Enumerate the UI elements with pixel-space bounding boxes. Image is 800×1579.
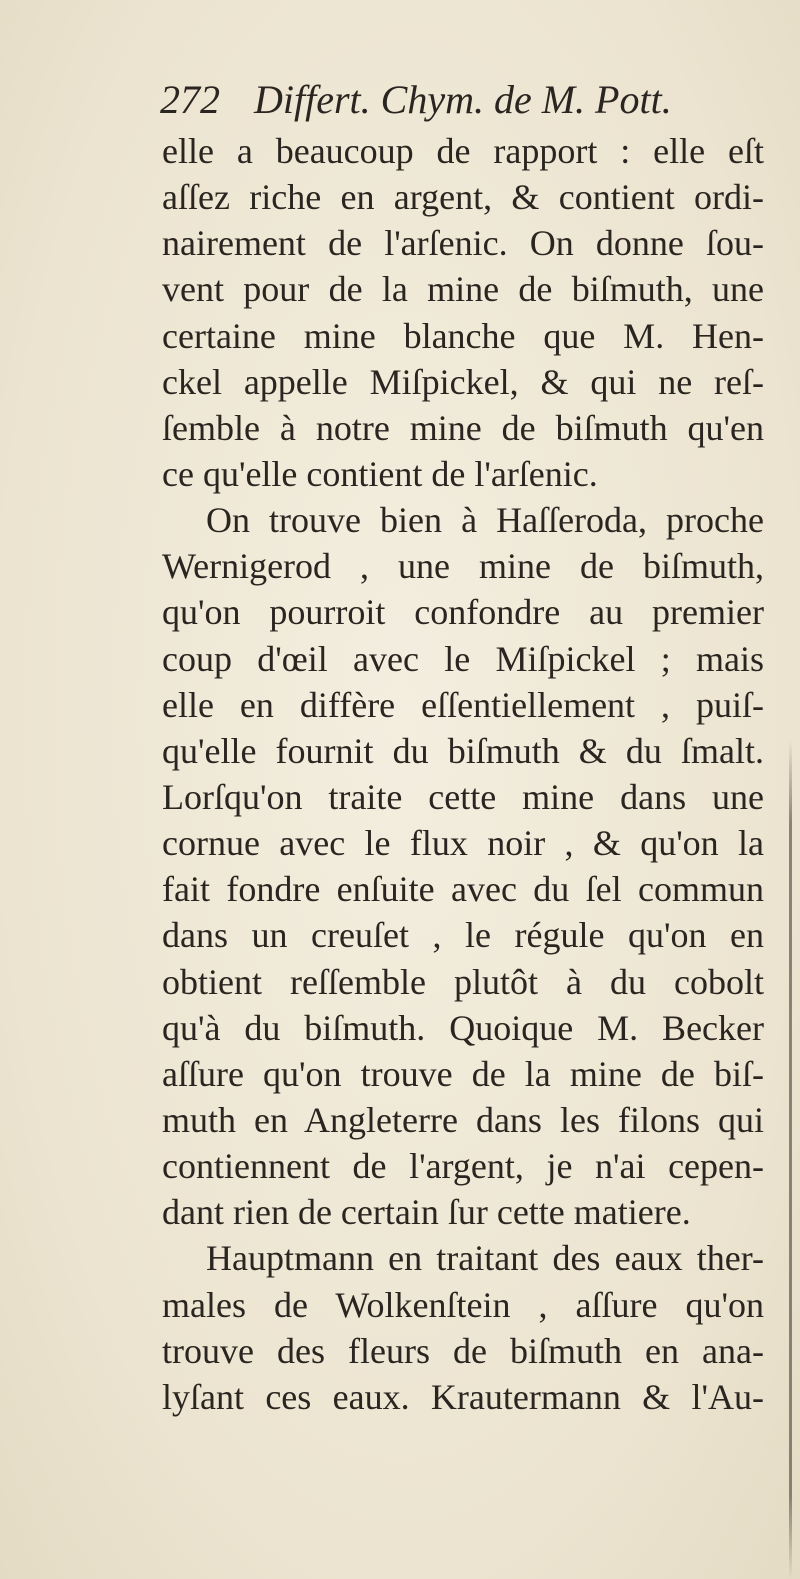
text-line: nairement de l'arſenic. On donne ſou- [162,223,764,264]
text-line: certaine mine blanche que M. Hen- [162,315,764,356]
text-line: dant rien de certain ſur cette matiere. [162,1192,691,1233]
text-line: Hauptmann en traitant des eaux ther- [206,1238,764,1279]
text-line: elle a beaucoup de rapport : elle eſt [162,131,764,171]
text-line: cornue avec le flux noir , & qu'on la [162,823,764,864]
text-line: qu'elle fournit du biſmuth & du ſmalt. [162,730,764,771]
text-line: Lorſqu'on traite cette mine dans une [162,776,764,817]
text-line: ce qu'elle contient de l'arſenic. [162,453,598,494]
page-number: 272 [160,77,220,122]
text-line: Wernigerod , une mine de biſmuth, [162,546,764,587]
running-title: Differt. Chym. de M. Pott. [254,77,672,122]
page-edge-shadow [789,740,792,1579]
text-line: contiennent de l'argent, je n'ai cepen- [162,1146,764,1187]
text-line: dans un creuſet , le régule qu'on en [162,915,764,956]
text-line: lyſant ces eaux. Krautermann & l'Au- [162,1376,764,1417]
text-line: qu'à du biſmuth. Quoique M. Becker [162,1007,764,1048]
text-line: ſemble à notre mine de biſmuth qu'en [162,407,764,448]
text-line: aſſure qu'on trouve de la mine de biſ- [162,1053,764,1094]
running-header [160,74,720,126]
text-line: elle en diffère eſſentiellement , puiſ- [162,684,764,725]
text-line: coup d'œil avec le Miſpickel ; mais [162,638,764,679]
text-line: aſſez riche en argent, & contient ordi- [162,177,764,218]
text-line: muth en Angleterre dans les filons qui [162,1099,764,1140]
body-text [162,128,764,1420]
text-line: On trouve bien à Haſſeroda, proche [206,500,764,541]
text-line: obtient reſſemble plutôt à du cobolt [162,961,764,1002]
text-line: trouve des fleurs de biſmuth en ana- [162,1330,764,1371]
text-line: ckel appelle Miſpickel, & qui ne reſ- [162,361,764,402]
text-line: qu'on pourroit confondre au premier [162,592,764,633]
text-line: fait fondre enſuite avec du ſel commun [162,869,764,910]
text-line: males de Wolkenſtein , aſſure qu'on [162,1284,764,1325]
text-line: vent pour de la mine de biſmuth, une [162,269,764,310]
